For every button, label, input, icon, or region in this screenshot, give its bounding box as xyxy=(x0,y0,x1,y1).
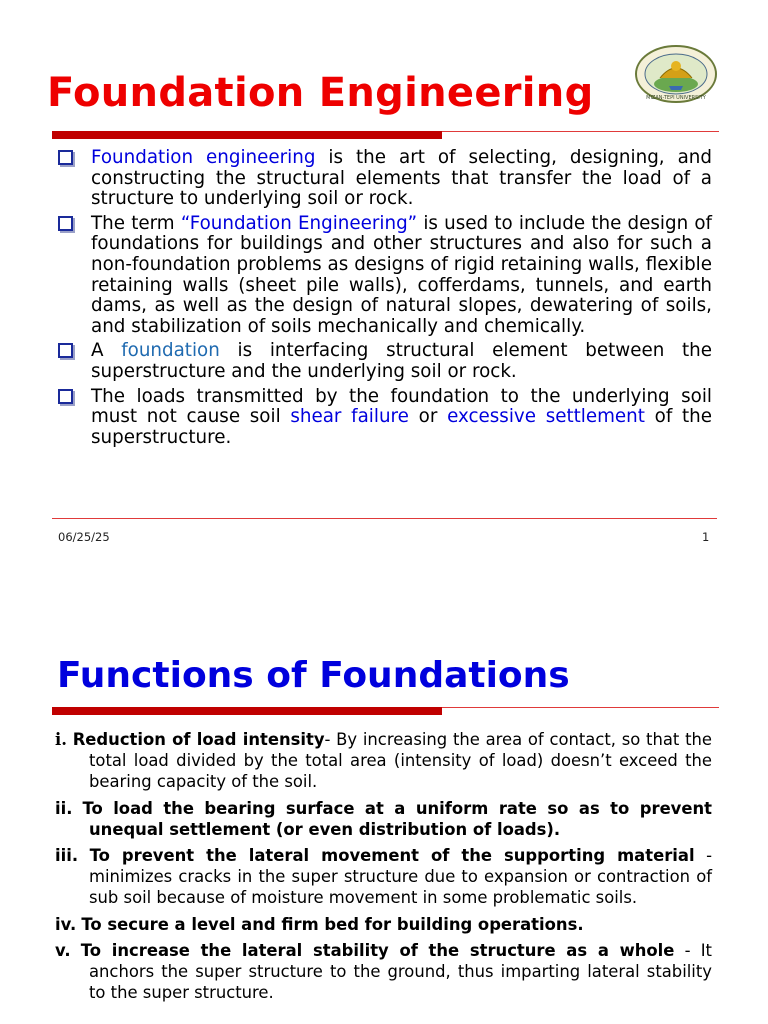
item-heading: To load the bearing surface at a uniform rate so as to prevent unequal settlement (or even distribution of loads). xyxy=(82,798,712,839)
function-item xyxy=(55,914,712,935)
slide-title: Functions of Foundations xyxy=(57,655,570,696)
bullet-text: The loads transmitted by the foundation to the underlying soil must not cause soil xyxy=(91,385,712,428)
slide-functions-of-foundations xyxy=(0,640,768,1024)
bullet-text: is interfacing structural element between the superstructure and the underlying soil or rock. xyxy=(91,340,712,382)
bullet-item xyxy=(56,214,712,338)
function-item xyxy=(55,845,712,909)
highlighted-term: foundation xyxy=(121,340,220,362)
highlighted-term: shear failure xyxy=(290,406,409,428)
checkbox-bullet-icon xyxy=(58,343,73,358)
item-number: ii. xyxy=(55,798,73,818)
bullet-item xyxy=(56,341,712,382)
bullet-item xyxy=(56,148,712,210)
university-seal-icon xyxy=(633,44,719,104)
bullet-text: or xyxy=(408,406,448,428)
item-description: - minimizes cracks in the super structure due to expansion or contraction of sub soil because of moisture movement in some problematic soils. xyxy=(89,846,713,908)
item-number: iv. xyxy=(55,914,77,934)
bullet-item xyxy=(56,387,712,449)
page-number: 1 xyxy=(702,530,710,544)
function-item xyxy=(55,729,712,793)
highlighted-term: excessive settlement xyxy=(447,406,645,428)
bullet-text: is the art of selecting, designing, and constructing the structural elements that transfer the load of a structure to underlying soil or rock. xyxy=(91,147,712,210)
item-heading: To prevent the lateral movement of the supporting material xyxy=(89,846,695,866)
item-number: i. xyxy=(55,730,67,749)
seal-text: MIZAN-TEPI UNIVERSITY xyxy=(646,95,706,101)
bullet-text: The term xyxy=(91,212,181,234)
functions-list xyxy=(55,729,712,1008)
item-number: iii. xyxy=(55,846,79,866)
checkbox-bullet-icon xyxy=(58,150,73,165)
checkbox-bullet-icon xyxy=(58,389,73,404)
highlighted-term: “Foundation Engineering” xyxy=(180,212,418,234)
function-item xyxy=(55,940,712,1004)
function-item xyxy=(55,798,712,840)
highlighted-term: Foundation engineering xyxy=(91,147,316,168)
footer-date: 06/25/25 xyxy=(58,530,110,544)
item-heading: To secure a level and firm bed for building operations. xyxy=(81,914,584,934)
bullet-text: is used to include the design of foundations for buildings and other structures and also for such a non-foundation problems as designs of rigid retaining walls, flexible retaining walls (sheet pile walls), cofferdams, tunnels, and earth dams, as well as the design of natural slopes, dewatering of soils, and stabilization of soils mechanically and chemically. xyxy=(91,212,712,337)
item-heading: To increase the lateral stability of the structure as a whole xyxy=(80,940,675,960)
title-divider-accent xyxy=(52,131,442,139)
footer-divider-line xyxy=(52,518,717,519)
item-number: v. xyxy=(55,940,71,960)
item-heading: Reduction of load intensity xyxy=(72,730,325,749)
item-description: - It anchors the super structure to the ground, thus imparting lateral stability to the super structure. xyxy=(89,940,712,1003)
slide-title: Foundation Engineering xyxy=(47,70,594,116)
bullet-text: A xyxy=(91,340,122,362)
bullet-list xyxy=(56,148,712,452)
bullet-text: of the superstructure. xyxy=(91,406,712,448)
item-description: - By increasing the area of contact, so that the total load divided by the total area (intensity of load) doesn’t exceed the bearing capacity of the soil. xyxy=(89,730,712,792)
checkbox-bullet-icon xyxy=(58,216,73,231)
title-divider-accent xyxy=(52,707,442,715)
